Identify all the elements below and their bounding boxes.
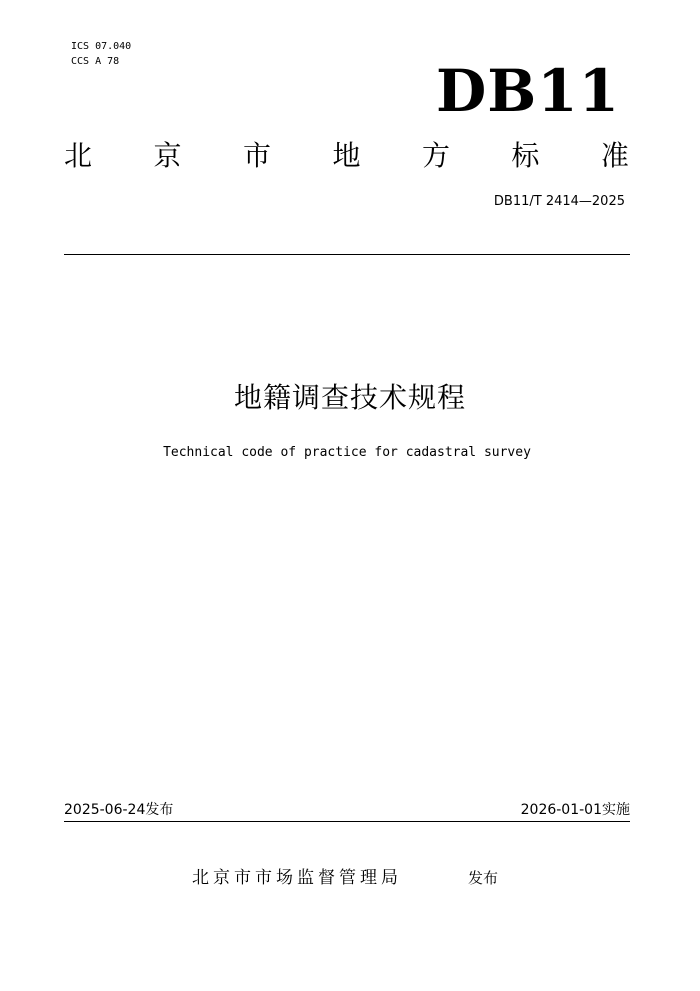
implementation-date: 2026-01-01实施 — [520, 802, 630, 818]
publisher-name: 北京市市场监督管理局 — [192, 868, 402, 888]
top-divider — [64, 254, 630, 255]
standard-type-char: 地 — [332, 139, 361, 172]
document-title-english: Technical code of practice for cadastral survey — [163, 445, 531, 460]
standard-type-char: 标 — [511, 139, 540, 172]
document-title-chinese: 地籍调查技术规程 — [233, 381, 466, 414]
standard-type-char: 北 — [64, 139, 93, 172]
standard-number: DB11/T 2414—2025 — [493, 194, 625, 209]
ics-code: ICS 07.040 — [71, 41, 132, 52]
standard-type-char: 方 — [421, 139, 450, 172]
bottom-divider — [64, 821, 630, 822]
standard-type-char: 京 — [153, 139, 182, 172]
standard-type-heading — [64, 138, 629, 174]
standard-type-char: 市 — [242, 139, 271, 172]
publish-label: 发布 — [468, 869, 499, 887]
standard-logo: DB11 — [435, 57, 620, 125]
standard-type-char: 准 — [600, 139, 629, 172]
issue-date: 2025-06-24发布 — [64, 802, 174, 818]
ccs-code: CCS A 78 — [71, 56, 120, 67]
